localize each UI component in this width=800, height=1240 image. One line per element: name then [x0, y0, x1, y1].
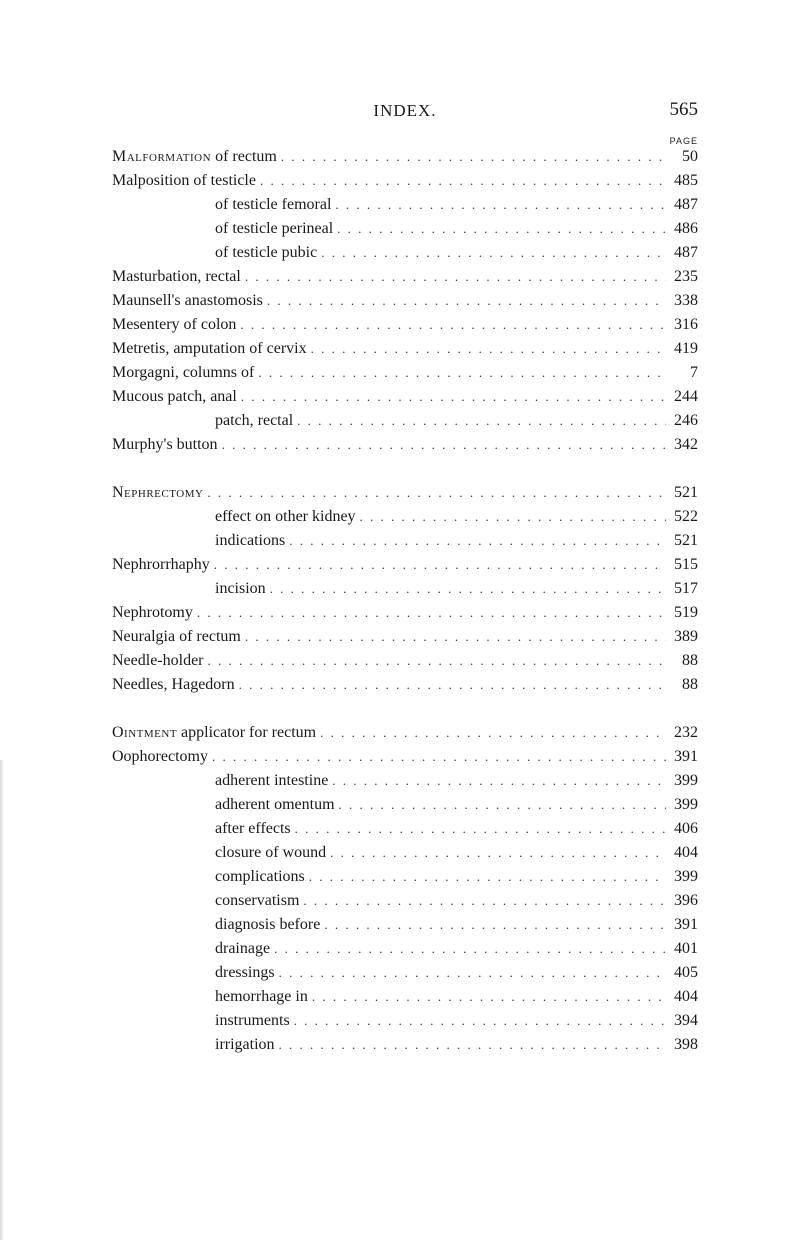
entry-page-number: 394	[674, 1012, 698, 1029]
dot-leader	[289, 533, 666, 549]
dot-leader	[258, 365, 666, 381]
index-subentry	[112, 244, 698, 268]
entry-text	[112, 364, 254, 382]
dot-leader	[214, 557, 666, 573]
index-subentry	[112, 892, 698, 916]
entry-page-number: 521	[674, 532, 698, 549]
entry-page-number: 396	[674, 892, 698, 909]
entry-text	[215, 772, 328, 790]
dot-leader	[339, 797, 666, 813]
entry-text	[112, 676, 235, 694]
index-entry	[112, 268, 698, 292]
index-entry	[112, 724, 698, 748]
entry-lead-word: Malformation	[112, 148, 212, 165]
entry-text	[215, 412, 293, 430]
index-entry	[112, 364, 698, 388]
dot-leader	[239, 677, 666, 693]
entry-page-number: 399	[674, 772, 698, 789]
entry-rest: patch, rectal	[215, 412, 294, 429]
entry-rest: Mesentery of colon	[112, 316, 237, 333]
entry-text	[215, 940, 270, 958]
dot-leader	[311, 341, 666, 357]
index-subentry	[112, 868, 698, 892]
index-entry	[112, 652, 698, 676]
dot-leader	[267, 293, 666, 309]
entry-rest: Morgagni, columns of	[112, 364, 255, 381]
entry-page-number: 406	[674, 820, 698, 837]
entry-rest: Masturbation, rectal	[112, 268, 241, 285]
entry-text	[215, 1012, 290, 1030]
entry-text	[215, 796, 335, 814]
dot-leader	[332, 773, 666, 789]
entry-rest: indications	[215, 532, 286, 549]
entry-page-number: 88	[682, 652, 698, 669]
entry-rest: drainage	[215, 940, 271, 957]
index-subentry	[112, 580, 698, 604]
entry-page-number: 50	[682, 148, 698, 165]
index-entry	[112, 436, 698, 460]
entry-page-number: 405	[674, 964, 698, 981]
dot-leader	[207, 485, 666, 501]
entry-rest: dressings	[215, 964, 275, 981]
entry-page-number: 419	[674, 340, 698, 357]
dot-leader	[245, 269, 666, 285]
index-entry	[112, 484, 698, 508]
entry-page-number: 399	[674, 868, 698, 885]
dot-leader	[320, 725, 666, 741]
index-entry	[112, 316, 698, 340]
dot-leader	[330, 845, 666, 861]
index-subentry	[112, 412, 698, 436]
page-header	[112, 101, 698, 125]
entry-page-number: 391	[674, 748, 698, 765]
dot-leader	[294, 1013, 666, 1029]
entry-rest: after effects	[215, 820, 291, 837]
dot-leader	[324, 917, 666, 933]
entry-rest: Needle-holder	[112, 652, 204, 669]
entry-rest: of testicle perineal	[215, 220, 334, 237]
dot-leader	[212, 749, 666, 765]
page-column-heading: PAGE	[669, 136, 698, 146]
page-title: INDEX.	[373, 101, 437, 120]
index-subentry	[112, 772, 698, 796]
entry-page-number: 486	[674, 220, 698, 237]
entry-rest: effect on other kidney	[215, 508, 356, 525]
entry-text	[215, 988, 308, 1006]
dot-leader	[309, 869, 666, 885]
dot-leader	[270, 581, 666, 597]
dot-leader	[297, 413, 666, 429]
dot-leader	[360, 509, 666, 525]
entry-lead-word: Nephrectomy	[112, 484, 204, 501]
dot-leader	[274, 941, 666, 957]
entry-rest: conservatism	[215, 892, 300, 909]
index-subentry	[112, 796, 698, 820]
entry-rest: Maunsell's anastomosis	[112, 292, 263, 309]
entry-text	[215, 868, 305, 886]
entry-rest: Nephrotomy	[112, 604, 193, 621]
index-entry	[112, 148, 698, 172]
entry-rest: Metretis, amputation of cervix	[112, 340, 307, 357]
dot-leader	[279, 1037, 666, 1053]
index-subentry	[112, 916, 698, 940]
entry-text	[215, 508, 356, 526]
entry-rest: diagnosis before	[215, 916, 321, 933]
dot-leader	[335, 197, 666, 213]
entry-rest: adherent intestine	[215, 772, 329, 789]
entry-page-number: 398	[674, 1036, 698, 1053]
index-subentry	[112, 844, 698, 868]
index-entries	[112, 148, 698, 1060]
dot-leader	[281, 149, 666, 165]
entry-text	[112, 484, 203, 502]
entry-page-number: 342	[674, 436, 698, 453]
entry-rest: of testicle pubic	[215, 244, 318, 261]
entry-text	[215, 916, 320, 934]
dot-leader	[245, 629, 666, 645]
entry-text	[215, 1036, 275, 1054]
entry-page-number: 7	[690, 364, 698, 381]
entry-rest: Needles, Hagedorn	[112, 676, 235, 693]
entry-page-number: 487	[674, 196, 698, 213]
dot-leader	[303, 893, 666, 909]
index-entry	[112, 556, 698, 580]
entry-page-number: 485	[674, 172, 698, 189]
entry-rest: adherent omentum	[215, 796, 335, 813]
entry-page-number: 519	[674, 604, 698, 621]
entry-rest: Malposition of testicle	[112, 172, 256, 189]
entry-text	[112, 268, 241, 286]
index-subentry	[112, 964, 698, 988]
page-number: 565	[669, 99, 698, 120]
entry-rest: complications	[215, 868, 305, 885]
entry-text	[112, 316, 236, 334]
entry-page-number: 244	[674, 388, 698, 405]
entry-page-number: 522	[674, 508, 698, 525]
entry-page-number: 404	[674, 844, 698, 861]
entry-page-number: 404	[674, 988, 698, 1005]
dot-leader	[279, 965, 666, 981]
entry-rest: Murphy's button	[112, 436, 218, 453]
entry-rest: Nephrorrhaphy	[112, 556, 210, 573]
dot-leader	[240, 317, 666, 333]
dot-leader	[222, 437, 666, 453]
entry-text	[112, 388, 237, 406]
index-entry	[112, 676, 698, 700]
entry-text	[215, 964, 275, 982]
dot-leader	[295, 821, 666, 837]
entry-text	[215, 580, 266, 598]
entry-rest: applicator for rectum	[177, 724, 317, 741]
entry-rest: of rectum	[211, 148, 277, 165]
index-subentry	[112, 820, 698, 844]
dot-leader	[337, 221, 666, 237]
entry-text	[215, 820, 291, 838]
index-entry	[112, 748, 698, 772]
entry-text	[112, 652, 204, 670]
entry-rest: irrigation	[215, 1036, 275, 1053]
entry-rest: closure of wound	[215, 844, 327, 861]
dot-leader	[241, 389, 666, 405]
entry-page-number: 391	[674, 916, 698, 933]
entry-text	[112, 436, 218, 454]
entry-page-number: 232	[674, 724, 698, 741]
index-entry	[112, 292, 698, 316]
entry-page-number: 389	[674, 628, 698, 645]
dot-leader	[321, 245, 666, 261]
entry-rest: Oophorectomy	[112, 748, 208, 765]
index-subentry	[112, 196, 698, 220]
entry-text	[112, 628, 241, 646]
index-subentry	[112, 532, 698, 556]
entry-text	[215, 244, 317, 262]
section-gap	[112, 460, 698, 484]
entry-rest: Neuralgia of rectum	[112, 628, 241, 645]
entry-page-number: 316	[674, 316, 698, 333]
entry-text	[112, 724, 316, 742]
index-entry	[112, 628, 698, 652]
entry-page-number: 487	[674, 244, 698, 261]
dot-leader	[197, 605, 666, 621]
entry-text	[112, 748, 208, 766]
entry-text	[112, 604, 193, 622]
entry-rest: hemorrhage in	[215, 988, 308, 1005]
entry-page-number: 399	[674, 796, 698, 813]
entry-text	[112, 172, 256, 190]
index-subentry	[112, 1012, 698, 1036]
entry-text	[112, 292, 263, 310]
entry-page-number: 235	[674, 268, 698, 285]
entry-page-number: 515	[674, 556, 698, 573]
entry-text	[215, 196, 331, 214]
section-gap	[112, 700, 698, 724]
index-entry	[112, 388, 698, 412]
entry-text	[215, 220, 333, 238]
entry-page-number: 246	[674, 412, 698, 429]
index-entry	[112, 604, 698, 628]
page-spine-shadow	[0, 760, 4, 1240]
entry-page-number: 521	[674, 484, 698, 501]
dot-leader	[260, 173, 666, 189]
entry-rest: of testicle femoral	[215, 196, 332, 213]
index-subentry	[112, 988, 698, 1012]
entry-rest: Mucous patch, anal	[112, 388, 237, 405]
index-subentry	[112, 1036, 698, 1060]
index-subentry	[112, 508, 698, 532]
entry-page-number: 517	[674, 580, 698, 597]
entry-text	[112, 340, 307, 358]
entry-text	[215, 892, 299, 910]
index-subentry	[112, 940, 698, 964]
entry-page-number: 401	[674, 940, 698, 957]
entry-text	[215, 844, 326, 862]
dot-leader	[208, 653, 666, 669]
entry-lead-word: Ointment	[112, 724, 178, 741]
dot-leader	[312, 989, 666, 1005]
entry-rest: instruments	[215, 1012, 290, 1029]
entry-text	[112, 148, 277, 166]
entry-rest: incision	[215, 580, 266, 597]
index-entry	[112, 340, 698, 364]
entry-page-number: 88	[682, 676, 698, 693]
entry-page-number: 338	[674, 292, 698, 309]
index-subentry	[112, 220, 698, 244]
index-entry	[112, 172, 698, 196]
entry-text	[215, 532, 285, 550]
entry-text	[112, 556, 210, 574]
